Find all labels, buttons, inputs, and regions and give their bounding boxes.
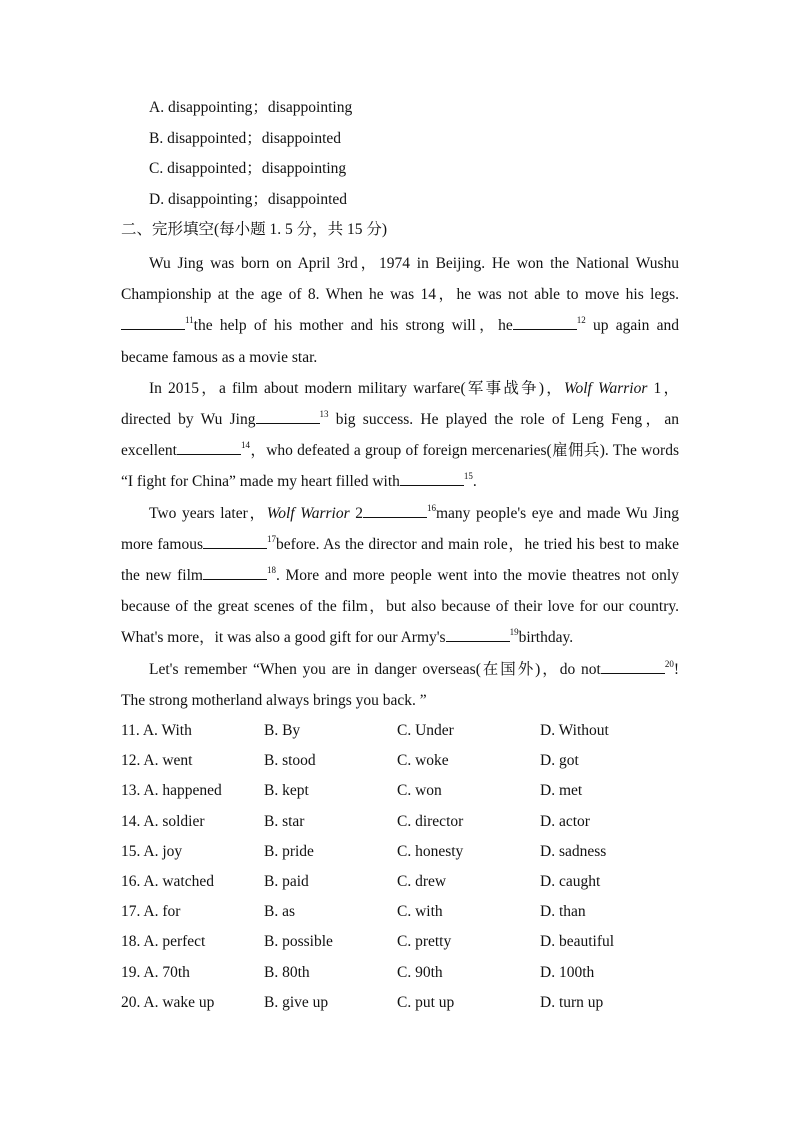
option-d[interactable]: D. 100th: [540, 963, 595, 981]
option-a[interactable]: 20. A. wake up: [121, 993, 215, 1011]
option-b[interactable]: B. stood: [264, 752, 316, 770]
blank-number: 18: [266, 565, 276, 576]
passage-text: Let's remember “When you are in danger overseas(在国外)，do not: [149, 660, 601, 678]
blank-number: 14: [240, 440, 250, 451]
blank-number: 13: [319, 409, 329, 420]
option-c[interactable]: C. drew: [397, 872, 447, 890]
blank-15[interactable]: [400, 471, 464, 486]
option-b[interactable]: B. as: [264, 903, 295, 921]
prev-option-a: A. disappointing；disappointing: [149, 99, 353, 116]
blank-12[interactable]: [513, 315, 577, 330]
option-c[interactable]: C. with: [397, 903, 443, 921]
option-a[interactable]: 14. A. soldier: [121, 812, 205, 830]
question-row: [121, 927, 681, 957]
passage-text: the help of his mother and his strong will，he: [193, 317, 513, 335]
passage-text: before. As the director and main role，he tried his best to make the new film: [121, 535, 679, 585]
option-d[interactable]: D. met: [540, 782, 583, 800]
option-a[interactable]: 18. A. perfect: [121, 933, 206, 951]
passage-paragraph-3: [121, 498, 679, 654]
blank-20[interactable]: [601, 659, 665, 674]
section-title: 二、完形填空(每小题 1. 5 分，共 15 分): [121, 221, 388, 238]
option-c[interactable]: C. put up: [397, 993, 455, 1011]
question-row: [121, 837, 681, 867]
blank-number: 12: [576, 315, 586, 326]
blank-number: 11: [185, 315, 194, 326]
passage-text: . More and more people went into the movie theatres not only because of the great scenes of the film，but also because of their love for our country. What's more，it was also a good gift for our Army's: [121, 567, 679, 647]
option-d[interactable]: D. turn up: [540, 993, 604, 1011]
prev-option-d: D. disappointing；disappointed: [149, 191, 348, 208]
option-b[interactable]: B. kept: [264, 782, 309, 800]
option-c[interactable]: C. 90th: [397, 963, 443, 981]
option-a[interactable]: 12. A. went: [121, 752, 193, 770]
question-row: [121, 897, 681, 927]
blank-number: 15: [463, 471, 473, 482]
passage-text: .: [472, 473, 477, 491]
film-title: Wolf Warrior: [564, 379, 648, 397]
blank-16[interactable]: [363, 503, 427, 518]
passage-text: Wu Jing was born on April 3rd，1974 in Beijing. He won the National Wushu Championship at the age of 8. When he was 14，he was not able to move his legs.: [121, 255, 679, 304]
passage-text: Two years later，: [149, 504, 267, 522]
option-c[interactable]: C. woke: [397, 752, 449, 770]
option-a[interactable]: 15. A. joy: [121, 842, 183, 860]
blank-13[interactable]: [256, 409, 320, 424]
question-row: [121, 867, 681, 897]
passage-text: ! The strong motherland always brings you back. ”: [121, 660, 679, 709]
prev-option-b: B. disappointed；disappointed: [149, 130, 342, 147]
blank-14[interactable]: [177, 440, 241, 455]
question-row: [121, 807, 681, 837]
passage-paragraph-1: [121, 248, 679, 373]
option-a[interactable]: 19. A. 70th: [121, 963, 190, 981]
cloze-passage: [121, 248, 679, 716]
passage-text: many people's eye and made Wu Jing more famous: [121, 504, 679, 553]
option-d[interactable]: D. actor: [540, 812, 590, 830]
question-row: [121, 776, 681, 806]
option-c[interactable]: C. Under: [397, 722, 454, 739]
passage-text: up again and became famous as a movie star.: [121, 317, 679, 366]
blank-17[interactable]: [203, 534, 267, 549]
passage-text: ，who defeated a group of foreign mercenaries(雇佣兵). The words “I fight for China” made my heart filled with: [121, 442, 679, 491]
option-b[interactable]: B. give up: [264, 993, 329, 1011]
blank-number: 16: [426, 502, 436, 513]
option-a[interactable]: 13. A. happened: [121, 782, 222, 800]
option-a[interactable]: 16. A. watched: [121, 872, 214, 890]
option-d[interactable]: D. Without: [540, 722, 609, 739]
passage-text: birthday.: [518, 629, 574, 647]
option-d[interactable]: D. sadness: [540, 842, 607, 860]
blank-11[interactable]: [121, 315, 185, 330]
option-b[interactable]: B. paid: [264, 872, 309, 890]
question-row: [121, 958, 681, 988]
passage-paragraph-4: [121, 654, 679, 716]
option-b[interactable]: B. possible: [264, 933, 333, 951]
question-options: [121, 716, 681, 1018]
option-d[interactable]: D. beautiful: [540, 933, 615, 951]
option-a[interactable]: 11. A. With: [121, 722, 192, 739]
blank-19[interactable]: [446, 627, 510, 642]
option-c[interactable]: C. director: [397, 812, 464, 830]
option-d[interactable]: D. than: [540, 903, 586, 921]
blank-number: 20: [664, 658, 674, 669]
option-b[interactable]: B. 80th: [264, 963, 310, 981]
blank-number: 17: [267, 533, 277, 544]
option-b[interactable]: B. By: [264, 722, 301, 739]
option-c[interactable]: C. won: [397, 782, 442, 800]
passage-text: 1，directed by Wu Jing: [121, 379, 680, 429]
option-b[interactable]: B. star: [264, 812, 305, 830]
option-c[interactable]: C. pretty: [397, 933, 452, 951]
passage-text: big success. He played the role of Leng Feng，an excellent: [121, 411, 680, 460]
passage-paragraph-2: [121, 373, 679, 498]
option-a[interactable]: 17. A. for: [121, 903, 181, 921]
question-row: [121, 716, 681, 746]
option-d[interactable]: D. caught: [540, 872, 601, 890]
passage-text: In 2015，a film about modern military warfare(军事战争)，: [149, 379, 565, 397]
passage-text: 2: [349, 504, 363, 522]
question-row: [121, 746, 681, 776]
prev-option-c: C. disappointed；disappointing: [149, 160, 347, 177]
blank-number: 19: [509, 627, 519, 638]
option-b[interactable]: B. pride: [264, 842, 314, 860]
option-d[interactable]: D. got: [540, 752, 579, 770]
question-row: [121, 988, 681, 1018]
blank-18[interactable]: [203, 565, 267, 580]
option-c[interactable]: C. honesty: [397, 842, 464, 860]
film-title: Wolf Warrior: [266, 504, 350, 522]
